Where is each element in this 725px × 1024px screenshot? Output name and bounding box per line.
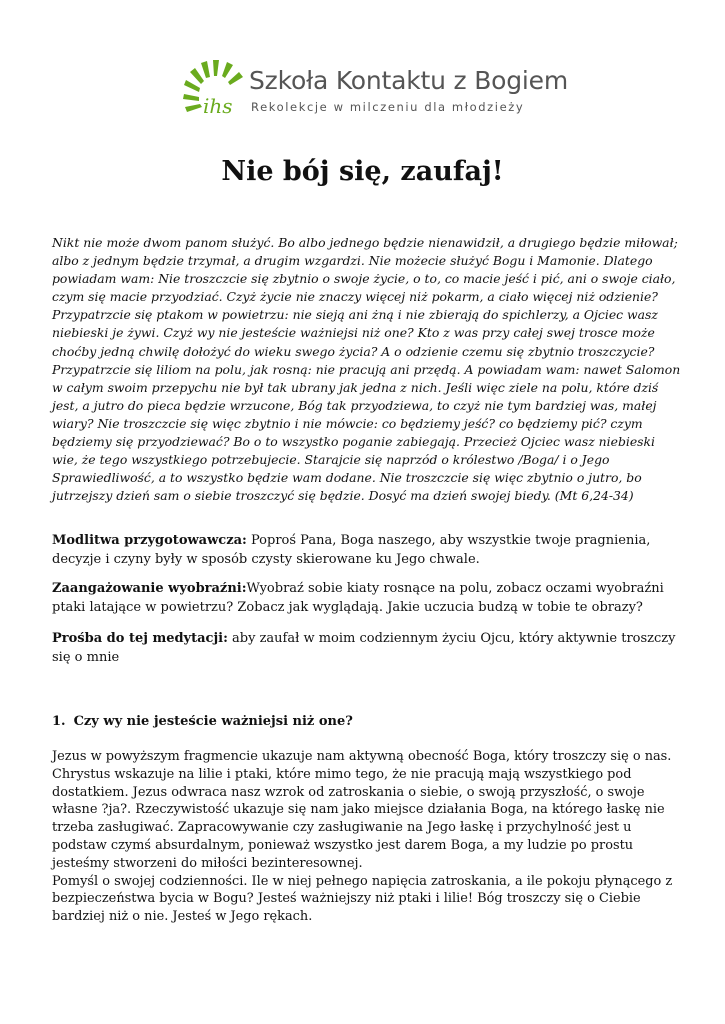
meditation-request-text: aby zaufał w moim codziennym życiu Ojcu, który aktywnie troszczy się o mnie (52, 631, 676, 665)
meditation-request-label: Prośba do tej medytacji: (52, 631, 228, 646)
preparatory-prayer-text: Poproś Pana, Boga naszego, aby wszystkie twoje pragnienia, decyzje i czyny były w sposób czysty skierowane ku Jego chwale. (52, 533, 651, 567)
preparatory-prayer (52, 532, 682, 569)
logo-subtitle: Rekolekcje w milczeniu dla młodzieży (251, 100, 525, 114)
preparatory-prayer-label: Modlitwa przygotowawcza: (52, 533, 247, 548)
imagination-exercise (52, 580, 682, 617)
section-paragraph-2: Pomyśl o swojej codzienności. Ile w niej pełnego napięcia zatroskania, a ile pokoju płynącego z bezpieczeństwa bycia w Bogu? Jesteś ważniejszy niż ptaki i lilie! Bóg troszczy się o Ciebie bardziej niż o nie. Jesteś w Jego rękach. (52, 873, 673, 925)
logo-title: Szkoła Kontaktu z Bogiem (249, 66, 568, 95)
sun-logo-icon (183, 58, 247, 122)
scripture-passage: Nikt nie może dwom panom służyć. Bo albo jednego będzie nienawidził, a drugiego będzie miłował; albo z jednym będzie trzymał, a drugim wzgardzi. Nie możecie służyć Bogu i Mamonie. Dlatego powiadam wam: Nie troszczcie się zbytnio o swoje życie, o to, co macie jeść i pić, ani o swoje ciało, czym się macie przyodziać. Czyż życie nie znaczy więcej niż pokarm, a ciało więcej niż odzienie? Przypatrzcie się ptakom w powietrzu: nie sieją ani żną i nie zbierają do spichlerzy, a Ojciec wasz niebieski je żywi. Czyż wy nie jesteście ważniejsi niż one? Kto z was przy całej swej trosce może choćby jedną chwilę dołożyć do wieku swego życia? A o odzienie czemu się zbytnio troszczycie? Przypatrzcie się liliom na polu, jak rosną: nie pracują ani przędą. A powiadam wam: nawet Salomon w całym swoim przepychu nie był tak ubrany jak jedna z nich. Jeśli więc ziele na polu, które dziś jest, a jutro do pieca będzie wrzucone, Bóg tak przyodziewa, to czyż nie tym bardziej was, małej wiary? Nie troszczcie się więc zbytnio i nie mówcie: co będziemy jeść? co będziemy pić? czym będziemy się przyodziewać? Bo o to wszystko poganie zabiegają. Przecież Ojciec wasz niebieski wie, że tego wszystkiego potrzebujecie. Starajcie się naprzód o królestwo /Boga/ i o Jego Sprawiedliwość, a to wszystko będzie wam dodane. Nie troszczcie się więc zbytnio o jutro, bo jutrzejszy dzień sam o siebie troszczyć się będzie. Dosyć ma dzień swojej biedy. (Mt 6,24-34) (52, 235, 681, 504)
section-title: Czy wy nie jesteście ważniejsi niż one? (73, 714, 353, 729)
section-number: 1. (52, 714, 66, 729)
logo-initials: ihs (203, 94, 233, 118)
section-heading (52, 714, 353, 729)
meditation-request (52, 630, 682, 667)
page-header (183, 58, 568, 128)
page-title: Nie bój się, zaufaj! (221, 156, 504, 187)
imagination-text: Wyobraź sobie kiaty rosnące na polu, zobacz oczami wyobraźni ptaki latające w powietrzu? Zobacz jak wyglądają. Jakie uczucia budzą w tobie te obrazy? (52, 581, 664, 615)
section-paragraph-1: Jezus w powyższym fragmencie ukazuje nam aktywną obecność Boga, który troszczy się o nas. Chrystus wskazuje na lilie i ptaki, które mimo tego, że nie pracują mają wszystkiego pod dostatkiem. Jezus odwraca nasz wzrok od zatroskania o siebie, o swoją przyszłość, o swoje własne ?ja?. Rzeczywistość ukazuje się nam jako miejsce działania Boga, na którego łaskę nie trzeba zasługiwać. Zapracowywanie czy zasługiwanie na Jego łaskę i przychylność jest u podstaw czymś absurdalnym, ponieważ wszystko jest darem Boga, a my ludzie po prostu jesteśmy stworzeni do miłości bezinteresownej. (52, 749, 672, 871)
imagination-label: Zaangażowanie wyobraźni: (52, 581, 247, 596)
section-body (52, 748, 677, 926)
